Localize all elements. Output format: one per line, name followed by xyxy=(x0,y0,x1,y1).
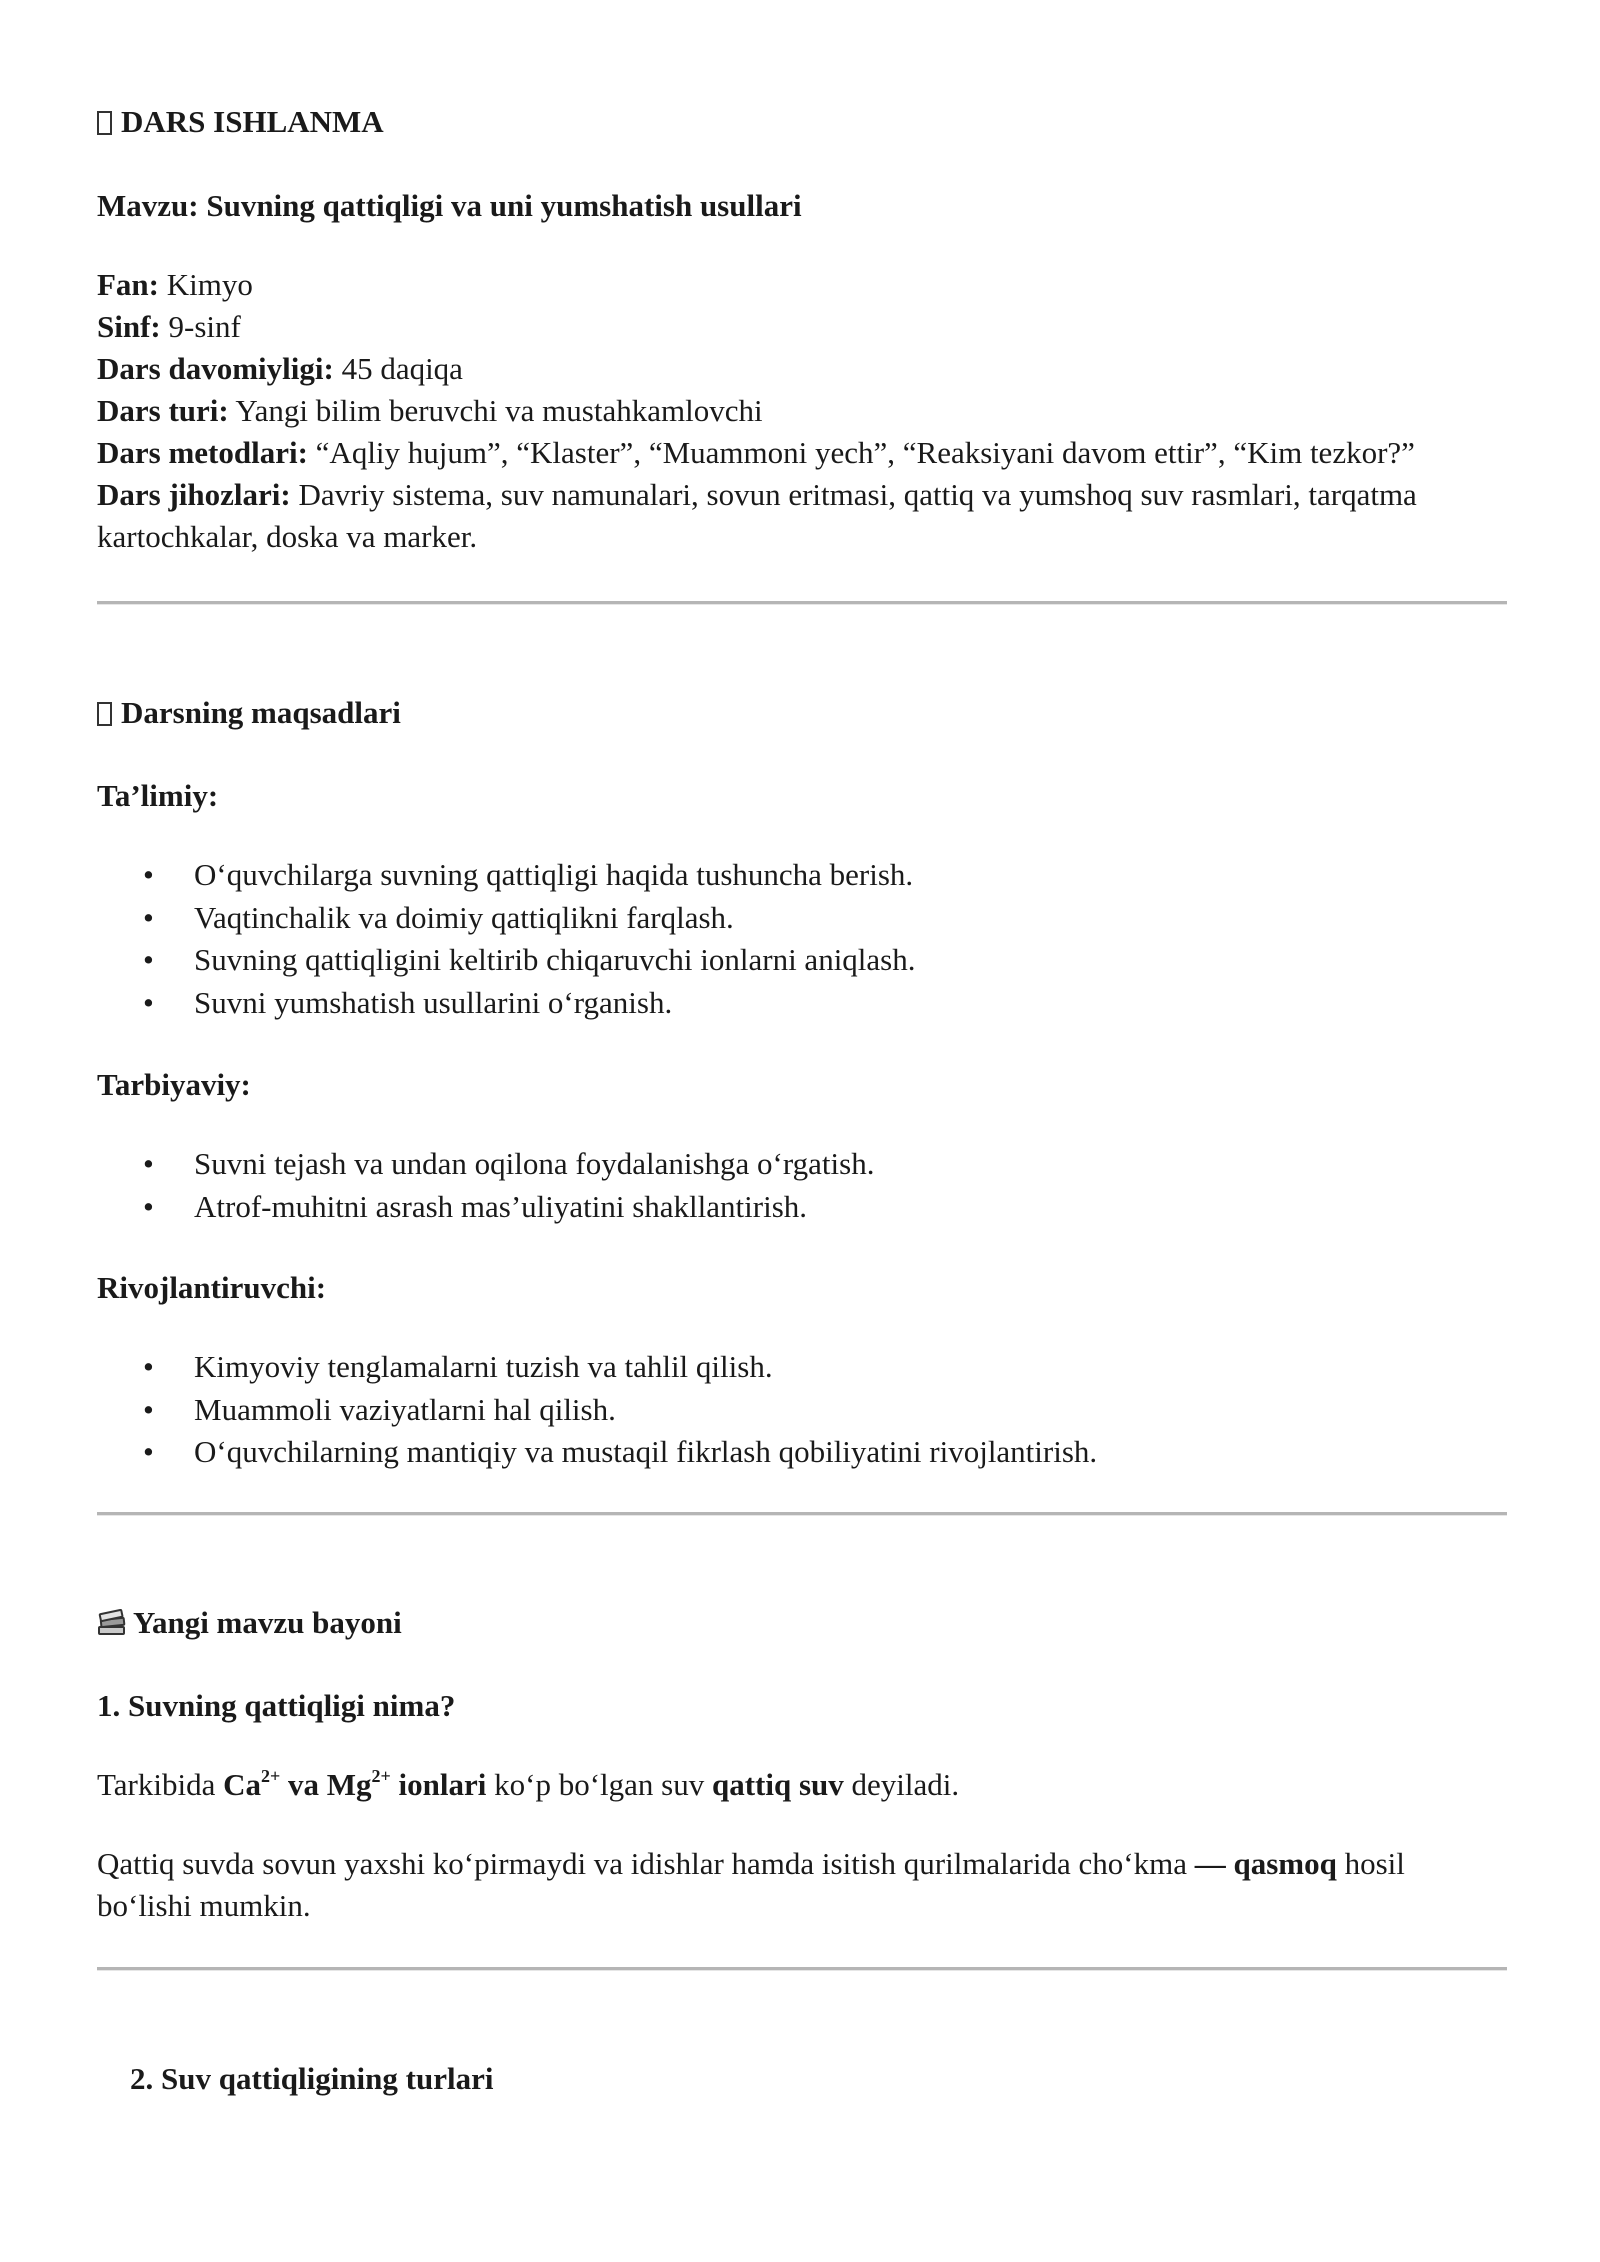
paragraph-definition xyxy=(97,1764,959,1806)
paragraph-line: bo‘lishi mumkin. xyxy=(97,1888,311,1923)
text-span: Qattiq suvda sovun yaxshi ko‘pirmaydi va idishlar hamda isitish qurilmalarida cho‘kma xyxy=(97,1846,1195,1881)
list-item: • Suvning qattiqligini keltirib chiqaruvchi ionlarni aniqlash. xyxy=(97,939,916,982)
divider xyxy=(97,601,1507,605)
list-item: • Atrof-muhitni asrash mas’uliyatini shakllantirish. xyxy=(97,1186,874,1229)
meta-sinf xyxy=(97,306,1417,348)
new-topic-heading xyxy=(97,1603,402,1647)
tarbiyaviy-heading: Tarbiyaviy: xyxy=(97,1067,251,1102)
meta-fan-value: Kimyo xyxy=(159,267,253,302)
paragraph-hard-water xyxy=(97,1843,1405,1927)
document-title-text: DARS ISHLANMA xyxy=(121,104,384,139)
question-2-heading: 2. Suv qattiqligining turlari xyxy=(130,2061,494,2096)
meta-davomiylik-value: 45 daqiqa xyxy=(333,351,463,386)
calcium-symbol: Ca xyxy=(223,1767,261,1802)
list-item: • Suvni yumshatish usullarini o‘rganish. xyxy=(97,982,916,1025)
new-topic-heading-text: Yangi mavzu bayoni xyxy=(133,1605,402,1640)
list-item: • O‘quvchilarning mantiqiy va mustaqil fikrlash qobiliyatini rivojlantirish. xyxy=(97,1431,1097,1474)
meta-jihozlar-continued: kartochkalar, doska va marker. xyxy=(97,519,478,554)
divider xyxy=(97,1512,1507,1516)
meta-davomiylik xyxy=(97,348,1417,390)
text-span: hosil xyxy=(1336,1846,1405,1881)
divider xyxy=(97,1967,1507,1971)
list-item: • Suvni tejash va undan oqilona foydalanishga o‘rgatish. xyxy=(97,1143,874,1186)
scale-term: qasmoq xyxy=(1225,1846,1337,1881)
calcium-charge: 2+ xyxy=(260,1766,281,1786)
missing-glyph-icon xyxy=(97,702,112,726)
em-dash: — xyxy=(1194,1846,1226,1881)
list-item: • Vaqtinchalik va doimiy qattiqlikni farqlash. xyxy=(97,897,916,940)
meta-turi-value: Yangi bilim beruvchi va mustahkamlovchi xyxy=(228,393,763,428)
list-item: • Muammoli vaziyatlarni hal qilish. xyxy=(97,1389,1097,1432)
meta-metodlar-value: “Aqliy hujum”, “Klaster”, “Muammoni yech”, “Reaksiyani davom ettir”, “Kim tezkor?” xyxy=(307,435,1415,470)
meta-block xyxy=(97,264,1417,558)
text-span: deyiladi. xyxy=(843,1767,960,1802)
hard-water-term: qattiq suv xyxy=(711,1767,844,1802)
talimiy-heading: Ta’limiy: xyxy=(97,778,219,813)
meta-turi xyxy=(97,390,1417,432)
tarbiyaviy-list xyxy=(97,1143,874,1228)
books-icon xyxy=(97,1607,127,1647)
magnesium-symbol: va Mg xyxy=(280,1767,372,1802)
meta-jihozlar-value: Davriy sistema, suv namunalari, sovun eritmasi, qattiq va yumshoq suv rasmlari, tarqatma xyxy=(290,477,1417,512)
meta-jihozlar-label: Dars jihozlari: xyxy=(97,477,291,512)
list-item: • O‘quvchilarga suvning qattiqligi haqida tushuncha berish. xyxy=(97,854,916,897)
question-1-heading: 1. Suvning qattiqligi nima? xyxy=(97,1688,456,1723)
talimiy-list xyxy=(97,854,916,1024)
meta-fan xyxy=(97,264,1417,306)
meta-sinf-label: Sinf: xyxy=(97,309,161,344)
list-item: • Kimyoviy tenglamalarni tuzish va tahlil qilish. xyxy=(97,1346,1097,1389)
ion-formula xyxy=(223,1767,486,1802)
rivojlantiruvchi-heading: Rivojlantiruvchi: xyxy=(97,1270,327,1305)
missing-glyph-icon xyxy=(97,111,112,135)
meta-sinf-value: 9-sinf xyxy=(160,309,241,344)
document-title xyxy=(97,102,384,142)
topic-heading: Mavzu: Suvning qattiqligi va uni yumshatish usullari xyxy=(97,188,802,223)
text-span: ko‘p bo‘lgan suv xyxy=(486,1767,712,1802)
paragraph-line xyxy=(97,1843,1405,1885)
ionlari-text: ionlari xyxy=(390,1767,487,1802)
meta-davomiylik-label: Dars davomiyligi: xyxy=(97,351,334,386)
text-span: Tarkibida xyxy=(97,1767,224,1802)
meta-metodlar xyxy=(97,432,1417,474)
meta-fan-label: Fan: xyxy=(97,267,159,302)
rivojlantiruvchi-list xyxy=(97,1346,1097,1474)
goals-heading xyxy=(97,693,401,733)
goals-heading-text: Darsning maqsadlari xyxy=(121,695,401,730)
meta-jihozlar xyxy=(97,474,1417,516)
meta-turi-label: Dars turi: xyxy=(97,393,229,428)
magnesium-charge: 2+ xyxy=(371,1766,391,1786)
meta-metodlar-label: Dars metodlari: xyxy=(97,435,308,470)
